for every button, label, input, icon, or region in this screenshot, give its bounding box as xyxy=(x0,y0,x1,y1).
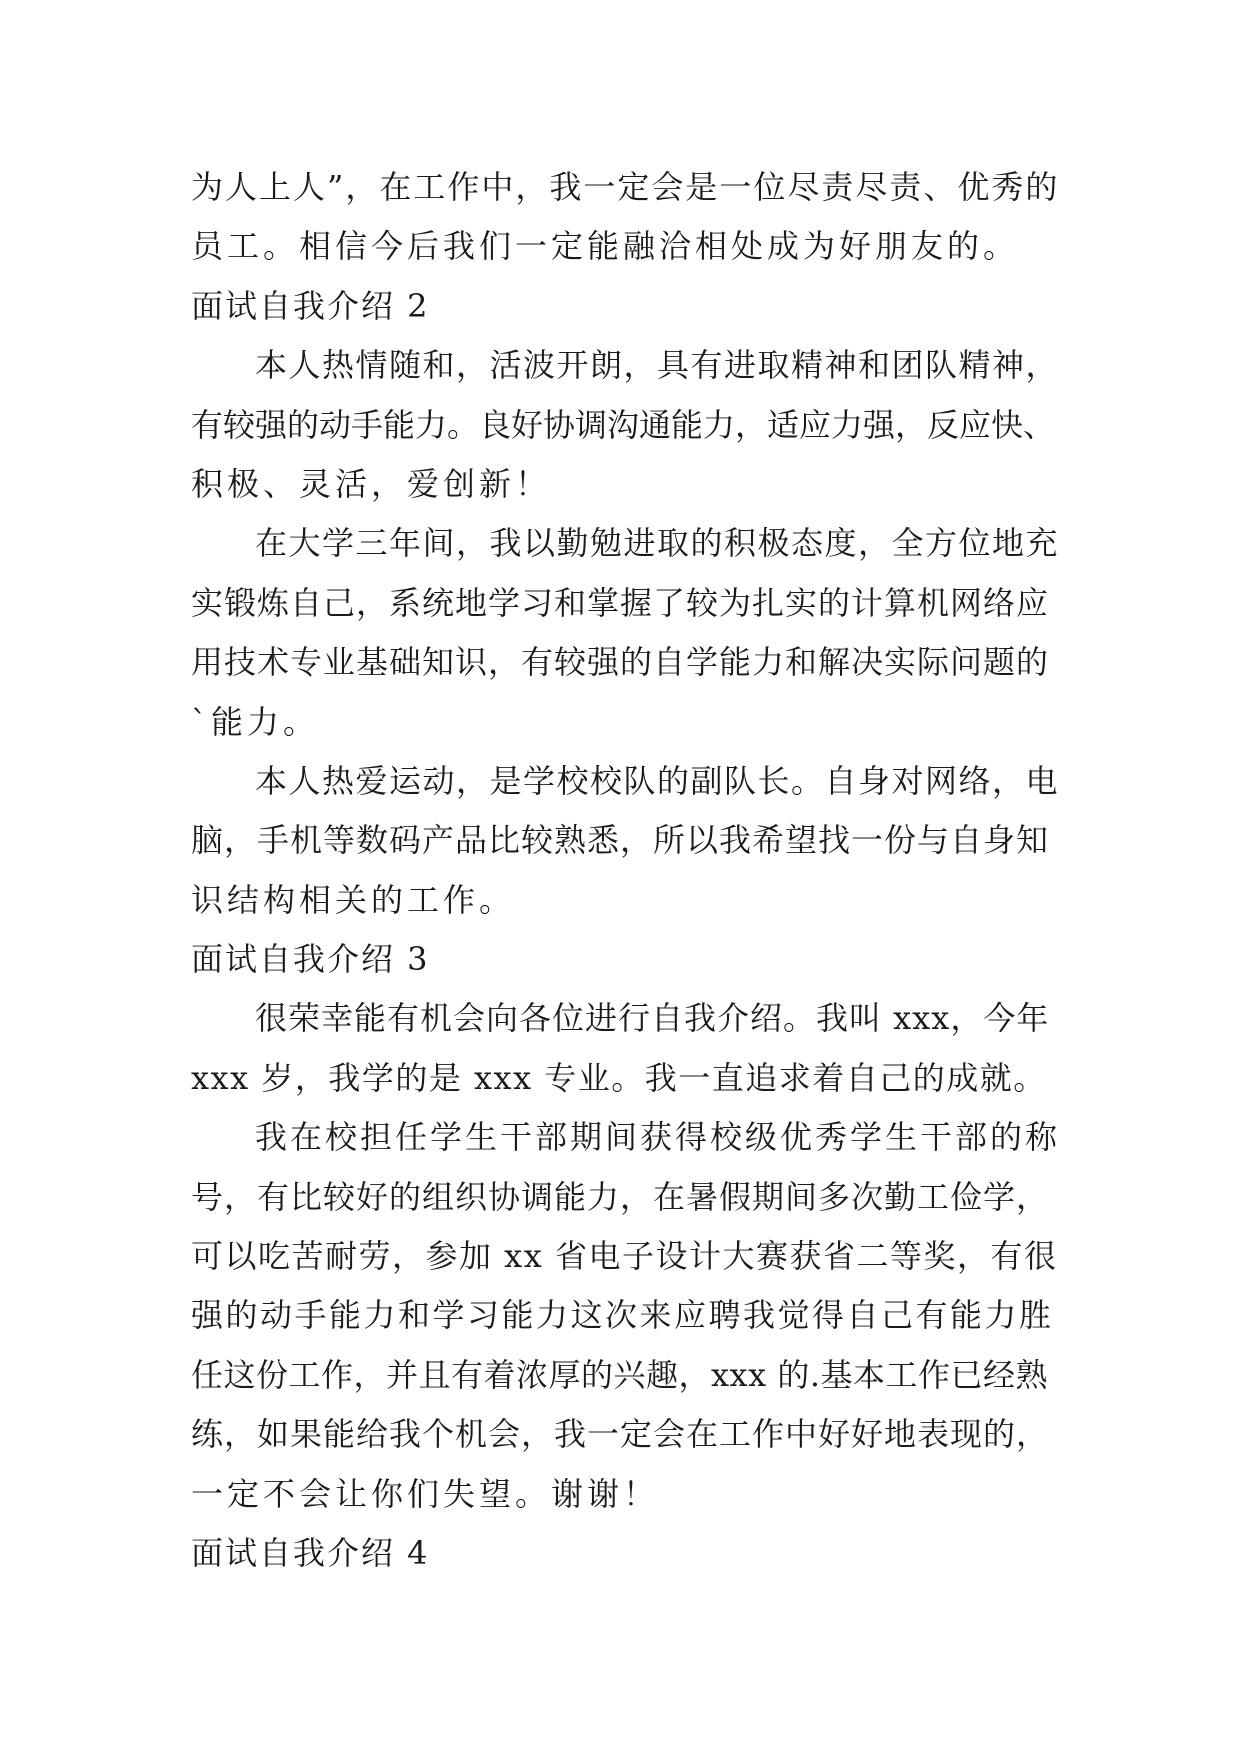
text-line: 可以吃苦耐劳，参加 xx 省电子设计大赛获省二等奖，有很 xyxy=(191,1237,1058,1276)
text-line: 在大学三年间，我以勤勉进取的积极态度，全方位地充 xyxy=(255,524,1060,563)
document-page xyxy=(191,158,1061,1583)
section-heading: 面试自我介绍 4 xyxy=(191,1533,430,1572)
text-line: 强的动手能力和学习能力这次来应聘我觉得自己有能力胜 xyxy=(191,1296,1054,1335)
text-line: 积极、灵活，爱创新！ xyxy=(191,464,552,503)
text-line: 一定不会让你们失望。谢谢！ xyxy=(191,1474,660,1513)
text-line: 本人热情随和，活波开朗，具有进取精神和团队精神， xyxy=(255,346,1060,385)
text-line: 识结构相关的工作。 xyxy=(191,880,516,919)
text-line: 很荣幸能有机会向各位进行自我介绍。我叫 xxx，今年 xyxy=(255,999,1050,1038)
text-line: 员工。相信今后我们一定能融洽相处成为好朋友的。 xyxy=(191,227,1020,266)
section-heading: 面试自我介绍 3 xyxy=(191,940,430,979)
section-heading: 面试自我介绍 2 xyxy=(191,286,430,325)
text-line: 有较强的动手能力。良好协调沟通能力，适应力强，反应快、 xyxy=(191,405,1056,444)
text-line: 为人上人”，在工作中，我一定会是一位尽责尽责、优秀的 xyxy=(191,168,1060,206)
text-line: 本人热爱运动，是学校校队的副队长。自身对网络，电 xyxy=(255,761,1060,800)
text-line: 任这份工作，并且有着浓厚的兴趣，xxx 的.基本工作已经熟 xyxy=(191,1355,1048,1394)
text-line: 脑，手机等数码产品比较熟悉，所以我希望找一份与自身知 xyxy=(191,821,1050,860)
text-line: 用技术专业基础知识，有较强的自学能力和解决实际问题的 xyxy=(191,643,1050,682)
text-line: `能力。 xyxy=(191,702,320,741)
text-line: xxx 岁，我学的是 xxx 专业。我一直追求着自己的成就。 xyxy=(191,1058,1047,1097)
text-line: 练，如果能给我个机会，我一定会在工作中好好地表现的， xyxy=(191,1415,1050,1454)
text-line: 号，有比较好的组织协调能力，在暑假期间多次勤工俭学， xyxy=(191,1177,1050,1216)
text-line: 我在校担任学生干部期间获得校级优秀学生干部的称 xyxy=(255,1118,1061,1157)
text-line: 实锻炼自己，系统地学习和掌握了较为扎实的计算机网络应 xyxy=(191,583,1050,622)
